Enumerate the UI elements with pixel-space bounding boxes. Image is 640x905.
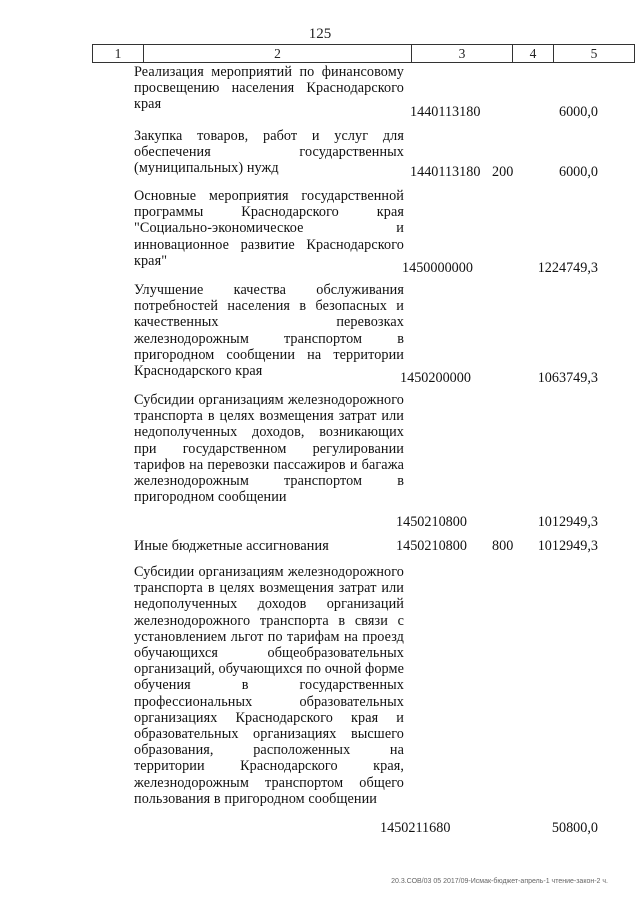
row-description: Закупка товаров, работ и услуг для обеспечения государственных (муниципальных) нужд [134,128,404,177]
row-amount: 1012949,3 [537,514,598,530]
row-amount: 1224749,3 [537,260,598,276]
page-number: 125 [308,26,332,42]
row-code: 1440113180 [410,164,481,180]
row-description: Иные бюджетные ассигнования [134,538,329,554]
row-code: 1450211680 [380,820,451,836]
column-header-2: 2 [144,45,412,63]
row-description: Субсидии организациям железнодорожного транспорта в целях возмещения затрат или недополученных доходов организаций железнодорожного транспорта в связи с установлением льгот по тарифам на проезд обучающихся общеобразовательных организаций, обучающихся по очной форме обучения в государственных профессиональных образовательных организациях Краснодарского края и образовательных организациях высшего образования, расположенных на территории Краснодарского края, железнодорожным транспортом общего пользования в пригородном сообщении [134,564,404,807]
column-header-1: 1 [93,45,144,63]
row-amount: 1063749,3 [537,370,598,386]
column-header-table [92,44,635,63]
row-amount: 1012949,3 [537,538,598,554]
row-code: 1440113180 [410,104,481,120]
row-amount: 6000,0 [558,104,598,120]
row-amount: 6000,0 [558,164,598,180]
row-code: 1450000000 [402,260,473,276]
column-header-5: 5 [554,45,635,63]
row-description: Основные мероприятия государственной программы Краснодарского края "Социально-экономическое и инновационное развитие Краснодарского края" [134,188,404,269]
row-amount: 50800,0 [551,820,598,836]
row-type: 200 [492,164,514,180]
row-description: Улучшение качества обслуживания потребностей населения в безопасных и качественных перевозках железнодорожным транспортом в пригородном сообщении на территории Краснодарского края [134,282,404,380]
document-footer: 20.3.СОВ/03 05 2017/09-Исмак-бюджет-апрель-1 чтение-закон-2 ч. [391,878,608,885]
row-description: Субсидии организациям железнодорожного транспорта в целях возмещения затрат или недополученных доходов, возникающих при государственном регулировании тарифов на перевозки пассажиров и багажа железнодорожным транспортом в пригородном сообщении [134,392,404,506]
column-header-4: 4 [513,45,554,63]
row-code: 1450210800 [396,538,467,554]
row-description: Реализация мероприятий по финансовому просвещению населения Краснодарского края [134,64,404,113]
row-code: 1450200000 [400,370,471,386]
row-type: 800 [492,538,514,554]
column-header-row [93,45,635,63]
column-header-3: 3 [412,45,513,63]
row-code: 1450210800 [396,514,467,530]
